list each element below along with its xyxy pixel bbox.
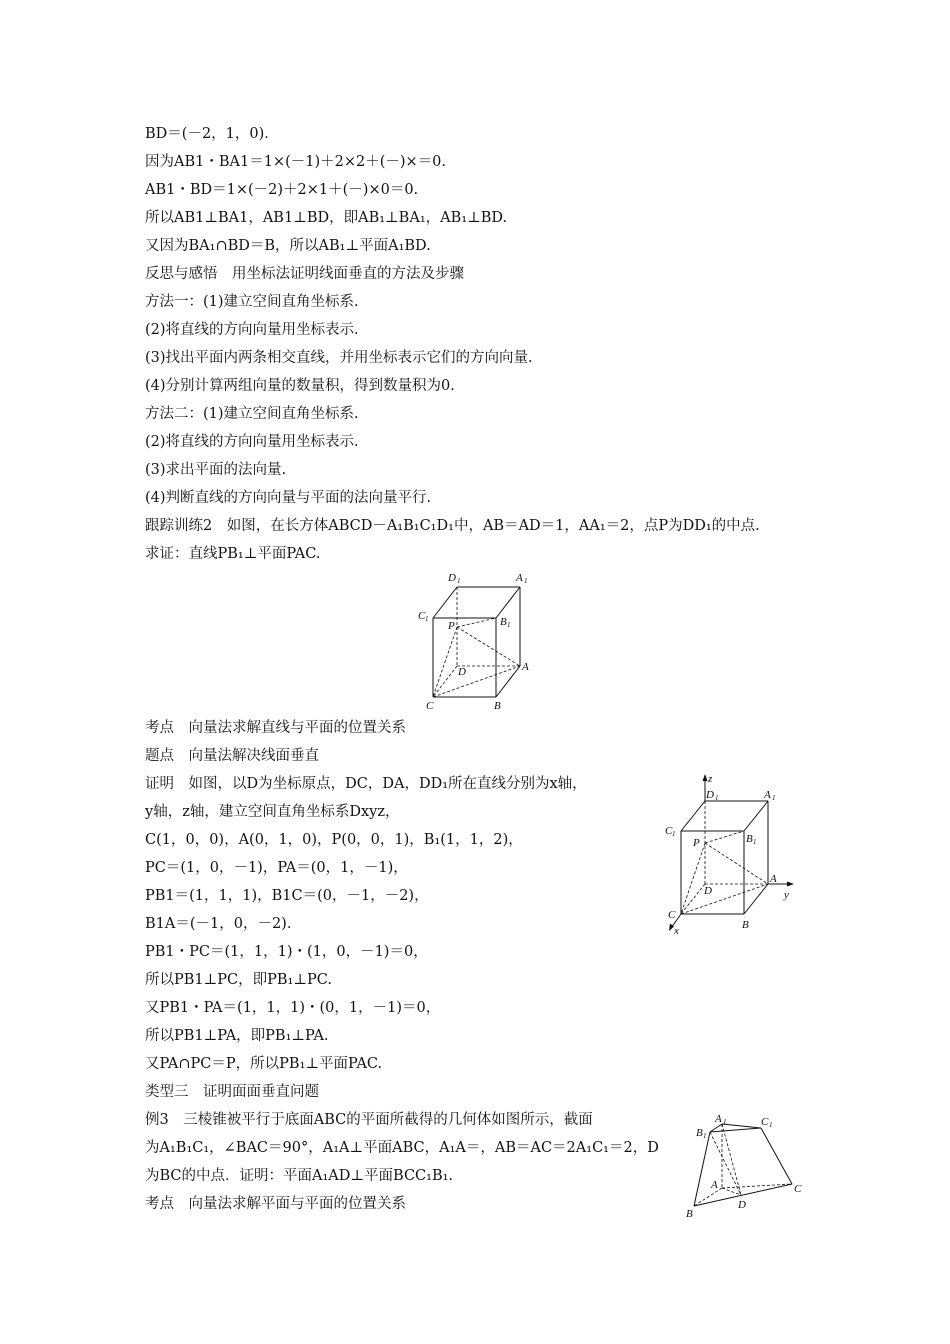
label-C1-sub: 1 [672,830,676,838]
text-line: (4)判断直线的方向向量与平面的法向量平行. [145,490,432,506]
label-C1: C [761,1116,769,1128]
label-A: A [711,1179,718,1191]
label-D1: D [448,572,456,584]
label-B: B [742,919,749,931]
text-line: y轴，z轴，建立空间直角坐标系Dxyz， [145,804,400,820]
text-line: PB1・PC＝(1，1，1)・(1，0，－1)＝0， [145,944,428,960]
text-line: 所以PB1⊥PC，即PB₁⊥PC. [145,972,332,988]
label-A1-sub: 1 [524,577,528,585]
label-D1-sub: 1 [715,794,719,802]
label-B: B [494,700,501,712]
text-line: B1A＝(－1，0，－2)． [145,916,302,932]
text-line: 题点 向量法解决线面垂直 [145,748,319,764]
text-line: 求证：直线PB₁⊥平面PAC. [145,546,321,562]
cuboid-figure-1 [410,565,545,713]
label-A1-sub: 1 [772,794,776,802]
text-line: (2)将直线的方向向量用坐标表示. [145,434,359,450]
label-B1: B [696,1127,703,1139]
label-C1-sub: 1 [425,615,429,623]
axis-label-z: z [708,773,713,785]
label-P: P [448,620,455,632]
text-line: 又PB1・PA＝(1，1，1)・(0，1，－1)＝0， [145,1000,441,1016]
label-A1-sub: 1 [723,1118,727,1126]
example-heading: 例3 三棱锥被平行于底面ABC的平面所截得的几何体如图所示，截面 [145,1112,593,1128]
section-heading: 反思与感悟 用坐标法证明线面垂直的方法及步骤 [145,266,464,282]
axis-label-x: x [674,925,679,937]
label-D: D [458,666,466,678]
text-line: PB1＝(1，1，1)，B1C＝(0，－1，－2)， [145,888,429,904]
label-B1-sub: 1 [507,621,511,629]
text-line: (3)求出平面的法向量. [145,462,287,478]
label-D1: D [706,789,714,801]
label-A1: A [764,789,771,801]
text-line: BD＝(－2，1，0)． [145,126,279,142]
label-D: D [738,1199,746,1211]
text-line: C(1，0，0)，A(0，1，0)，P(0，0，1)，B₁(1，1，2)， [145,832,523,848]
text-line: PC＝(1，0，－1)，PA＝(0，1，－1)， [145,860,408,876]
text-line: 证明 如图，以D为坐标原点，DC，DA，DD₁所在直线分别为x轴， [145,776,587,792]
label-B1: B [746,833,753,845]
label-A1: A [715,1113,722,1125]
label-D1-sub: 1 [457,577,461,585]
label-A1: A [516,572,523,584]
label-D: D [704,885,712,897]
text-line: 所以AB1⊥BA1，AB1⊥BD，即AB₁⊥BA₁，AB₁⊥BD. [145,210,508,226]
label-C1: C [665,825,673,837]
text-line: 方法二：(1)建立空间直角坐标系. [145,406,359,422]
coordinate-cuboid-figure-2 [660,772,800,938]
text-line: 为A₁B₁C₁，∠BAC＝90°，A₁A⊥平面ABC，A₁A＝，AB＝AC＝2A₁C₁＝2，D [145,1140,659,1156]
label-B1: B [500,616,507,628]
section-heading: 类型三 证明面面垂直问题 [145,1084,319,1100]
text-line: AB1・BD＝1×(－2)＋2×1＋(－)×0＝0. [145,182,419,198]
label-A: A [522,661,529,673]
label-C: C [668,909,676,921]
text-line: (3)找出平面内两条相交直线，并用坐标表示它们的方向向量. [145,350,533,366]
label-C1: C [418,610,426,622]
text-line: (2)将直线的方向向量用坐标表示. [145,322,359,338]
label-B1-sub: 1 [703,1132,707,1140]
text-line: 因为AB1・BA1＝1×(－1)＋2×2＋(－)×＝0. [145,154,447,170]
text-line: 考点 向量法求解直线与平面的位置关系 [145,720,406,736]
text-line: (4)分别计算两组向量的数量积，得到数量积为0. [145,378,455,394]
frustum-figure-3 [682,1108,812,1220]
axis-label-y: y [784,889,789,901]
text-line: 考点 向量法求解平面与平面的位置关系 [145,1196,406,1212]
text-line: 又PA∩PC＝P，所以PB₁⊥平面PAC. [145,1056,383,1072]
label-C: C [426,700,434,712]
label-P: P [693,837,700,849]
label-C1-sub: 1 [769,1121,773,1129]
text-line: 方法一：(1)建立空间直角坐标系. [145,294,359,310]
exercise-heading: 跟踪训练2 如图，在长方体ABCD－A₁B₁C₁D₁中，AB＝AD＝1，AA₁＝2，点P为DD₁的中点. [145,518,760,534]
text-line: 所以PB1⊥PA，即PB₁⊥PA. [145,1028,329,1044]
label-C: C [794,1183,802,1195]
label-B1-sub: 1 [753,838,757,846]
label-A: A [770,873,777,885]
text-line: 又因为BA₁∩BD＝B，所以AB₁⊥平面A₁BD. [145,238,431,254]
label-B: B [686,1208,693,1220]
text-line: 为BC的中点．证明：平面A₁AD⊥平面BCC₁B₁. [145,1168,454,1184]
